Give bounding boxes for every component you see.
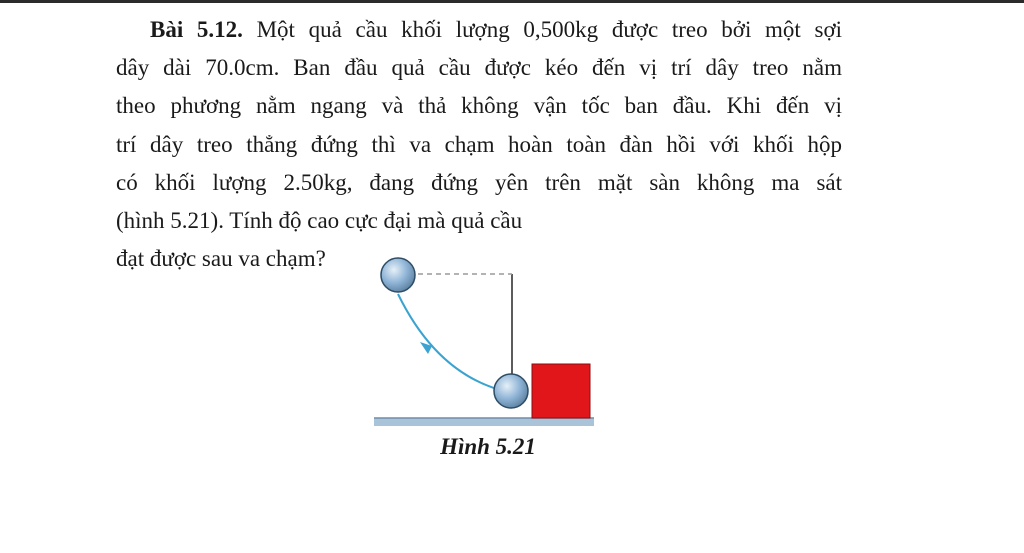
pendulum-diagram <box>368 246 608 436</box>
top-border <box>0 0 1024 3</box>
figure-caption: Hình 5.21 <box>440 434 536 459</box>
problem-line-5: có khối lượng 2.50kg, đang đứng yên trên mặt sàn không ma sát <box>116 169 842 195</box>
ball-bottom <box>494 374 528 408</box>
figure-5-21 <box>368 246 608 466</box>
swing-path <box>398 294 508 392</box>
problem-line-1: Bài 5.12. Một quả cầu khối lượng 0,500kg được treo bởi một sợi <box>150 17 842 42</box>
problem-line-7: đạt được sau va chạm? <box>116 246 326 272</box>
problem-line-2: dây dài 70.0cm. Ban đầu quả cầu được kéo đến vị trí dây treo nằm <box>116 55 842 81</box>
floor <box>374 418 594 426</box>
problem-line-6: (hình 5.21). Tính độ cao cực đại mà quả cầu <box>116 208 523 234</box>
problem-number: Bài 5.12. <box>150 17 243 42</box>
box <box>532 364 590 418</box>
problem-line-3: theo phương nằm ngang và thả không vận tốc ban đầu. Khi đến vị <box>116 93 842 119</box>
problem-line-4: trí dây treo thẳng đứng thì va chạm hoàn toàn đàn hồi với khối hộp <box>116 131 842 157</box>
problem-text <box>116 11 842 278</box>
ball-initial <box>381 258 415 292</box>
